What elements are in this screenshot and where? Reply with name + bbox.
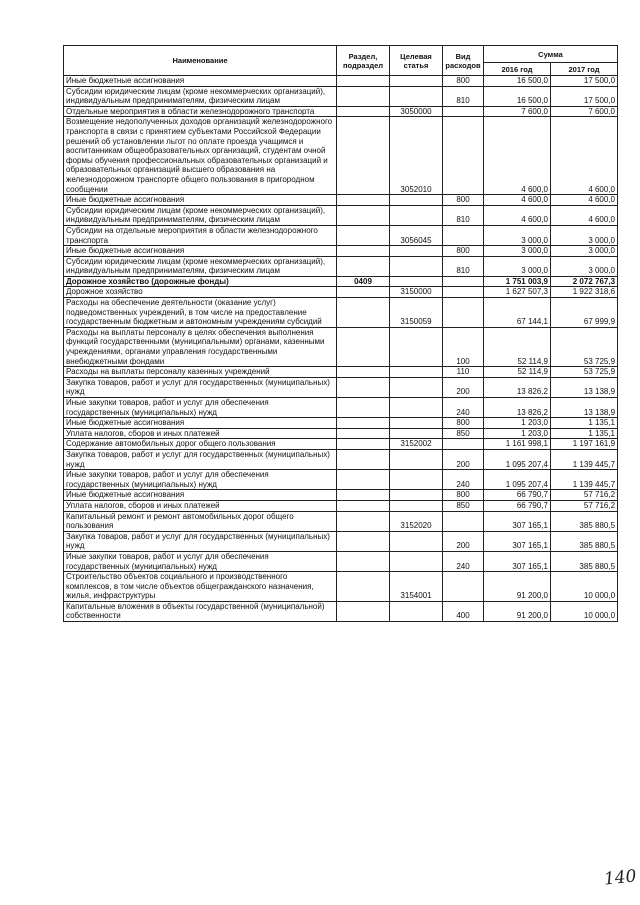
header-year-2016: 2016 год (484, 63, 551, 76)
row-expense-type: 850 (443, 428, 484, 439)
row-name: Иные бюджетные ассигнования (64, 76, 337, 87)
row-name: Дорожное хозяйство (дорожные фонды) (64, 276, 337, 287)
header-name: Наименование (64, 46, 337, 76)
row-article (390, 205, 443, 225)
row-sum-2016: 3 000,0 (484, 225, 551, 245)
row-expense-type: 810 (443, 205, 484, 225)
row-article (390, 76, 443, 87)
row-name: Субсидии юридическим лицам (кроме некоммерческих организаций), индивидуальным предпринимателям, физическим лицам (64, 256, 337, 276)
row-article (390, 470, 443, 490)
row-sum-2016: 13 826,2 (484, 377, 551, 397)
row-sum-2017: 3 000,0 (551, 225, 618, 245)
row-expense-type: 100 (443, 327, 484, 366)
table-row (64, 106, 618, 117)
row-sum-2017: 3 000,0 (551, 256, 618, 276)
table-row (64, 601, 618, 621)
row-section (337, 367, 390, 378)
table-row (64, 449, 618, 469)
row-section (337, 256, 390, 276)
row-name: Субсидии на отдельные мероприятия в области железнодорожного транспорта (64, 225, 337, 245)
row-article (390, 551, 443, 571)
row-sum-2017: 17 500,0 (551, 86, 618, 106)
row-name: Уплата налогов, сборов и иных платежей (64, 428, 337, 439)
row-sum-2016: 67 144,1 (484, 298, 551, 328)
row-article: 3056045 (390, 225, 443, 245)
row-expense-type: 810 (443, 256, 484, 276)
table-row (64, 225, 618, 245)
row-expense-type: 110 (443, 367, 484, 378)
row-sum-2017: 13 138,9 (551, 377, 618, 397)
row-expense-type: 800 (443, 76, 484, 87)
row-article (390, 449, 443, 469)
table-row (64, 377, 618, 397)
table-row (64, 287, 618, 298)
row-section (337, 439, 390, 450)
row-name: Капитальный ремонт и ремонт автомобильных дорог общего пользования (64, 511, 337, 531)
row-expense-type (443, 287, 484, 298)
page-number: 140 (603, 866, 638, 890)
row-sum-2016: 1 203,0 (484, 418, 551, 429)
row-article: 3050000 (390, 106, 443, 117)
row-expense-type (443, 106, 484, 117)
row-expense-type: 800 (443, 418, 484, 429)
row-name: Уплата налогов, сборов и иных платежей (64, 500, 337, 511)
row-section (337, 327, 390, 366)
row-section (337, 572, 390, 602)
row-sum-2016: 16 500,0 (484, 76, 551, 87)
row-name: Иные закупки товаров, работ и услуг для обеспечения государственных (муниципальных) нужд (64, 470, 337, 490)
row-section (337, 490, 390, 501)
row-article (390, 428, 443, 439)
row-sum-2017: 1 139 445,7 (551, 449, 618, 469)
row-section (337, 470, 390, 490)
row-name: Расходы на выплаты персоналу казенных учреждений (64, 367, 337, 378)
row-section (337, 106, 390, 117)
row-article (390, 377, 443, 397)
row-expense-type: 200 (443, 449, 484, 469)
table-row (64, 195, 618, 206)
row-section (337, 500, 390, 511)
row-sum-2016: 3 000,0 (484, 256, 551, 276)
header-expense-type: Вид расходов (443, 46, 484, 76)
row-expense-type (443, 298, 484, 328)
row-sum-2017: 385 880,5 (551, 531, 618, 551)
row-section (337, 531, 390, 551)
table-row (64, 531, 618, 551)
row-article: 3150000 (390, 287, 443, 298)
row-article (390, 418, 443, 429)
row-name: Субсидии юридическим лицам (кроме некоммерческих организаций), индивидуальным предпринимателям, физическим лицам (64, 86, 337, 106)
row-sum-2016: 3 000,0 (484, 246, 551, 257)
row-expense-type: 800 (443, 490, 484, 501)
row-expense-type: 200 (443, 531, 484, 551)
row-section (337, 449, 390, 469)
row-expense-type (443, 225, 484, 245)
row-name: Расходы на выплаты персоналу в целях обеспечения выполнения функций государственными (муниципальными) органами, казенными учреждениями, органами управления государственными внебюджетными фондами (64, 327, 337, 366)
table-row (64, 418, 618, 429)
row-sum-2017: 1 922 318,6 (551, 287, 618, 298)
row-article (390, 86, 443, 106)
row-name: Иные бюджетные ассигнования (64, 246, 337, 257)
row-sum-2016: 7 600,0 (484, 106, 551, 117)
row-section (337, 117, 390, 195)
row-name: Закупка товаров, работ и услуг для государственных (муниципальных) нужд (64, 531, 337, 551)
header-section: Раздел, подраздел (337, 46, 390, 76)
row-article: 3152002 (390, 439, 443, 450)
row-expense-type (443, 276, 484, 287)
row-section (337, 601, 390, 621)
row-sum-2017: 57 716,2 (551, 490, 618, 501)
row-name: Строительство объектов социального и производственного комплексов, в том числе объектов общегражданского назначения, жилья, инфраструктуры (64, 572, 337, 602)
row-sum-2016: 91 200,0 (484, 572, 551, 602)
row-expense-type: 800 (443, 195, 484, 206)
row-expense-type (443, 511, 484, 531)
row-section (337, 287, 390, 298)
row-section (337, 76, 390, 87)
row-article (390, 276, 443, 287)
row-article (390, 256, 443, 276)
table-row (64, 572, 618, 602)
row-sum-2016: 307 165,1 (484, 551, 551, 571)
row-section (337, 86, 390, 106)
row-sum-2017: 53 725,9 (551, 367, 618, 378)
row-expense-type (443, 117, 484, 195)
row-section: 0409 (337, 276, 390, 287)
row-article (390, 601, 443, 621)
row-section (337, 195, 390, 206)
row-sum-2016: 1 627 507,3 (484, 287, 551, 298)
row-sum-2016: 1 203,0 (484, 428, 551, 439)
row-expense-type: 240 (443, 551, 484, 571)
table-row (64, 205, 618, 225)
row-sum-2016: 66 790,7 (484, 500, 551, 511)
row-expense-type (443, 439, 484, 450)
row-sum-2016: 1 095 207,4 (484, 470, 551, 490)
row-section (337, 511, 390, 531)
row-name: Отдельные мероприятия в области железнодорожного транспорта (64, 106, 337, 117)
row-article (390, 246, 443, 257)
row-expense-type: 810 (443, 86, 484, 106)
row-section (337, 298, 390, 328)
row-sum-2016: 13 826,2 (484, 398, 551, 418)
row-name: Дорожное хозяйство (64, 287, 337, 298)
row-name: Содержание автомобильных дорог общего пользования (64, 439, 337, 450)
row-name: Иные бюджетные ассигнования (64, 195, 337, 206)
table-row (64, 551, 618, 571)
row-expense-type: 400 (443, 601, 484, 621)
row-sum-2017: 17 500,0 (551, 76, 618, 87)
row-article: 3052010 (390, 117, 443, 195)
row-sum-2017: 1 139 445,7 (551, 470, 618, 490)
row-name: Иные закупки товаров, работ и услуг для обеспечения государственных (муниципальных) нужд (64, 398, 337, 418)
row-article (390, 327, 443, 366)
header-year-2017: 2017 год (551, 63, 618, 76)
row-article: 3154001 (390, 572, 443, 602)
table-row (64, 490, 618, 501)
row-sum-2017: 10 000,0 (551, 601, 618, 621)
row-expense-type: 800 (443, 246, 484, 257)
table-row (64, 246, 618, 257)
table-header (64, 46, 618, 76)
row-name: Закупка товаров, работ и услуг для государственных (муниципальных) нужд (64, 449, 337, 469)
row-sum-2016: 4 600,0 (484, 195, 551, 206)
row-sum-2017: 385 880,5 (551, 551, 618, 571)
row-sum-2016: 4 600,0 (484, 117, 551, 195)
row-article (390, 367, 443, 378)
row-section (337, 377, 390, 397)
row-sum-2017: 13 138,9 (551, 398, 618, 418)
row-section (337, 418, 390, 429)
row-section (337, 205, 390, 225)
table-row (64, 76, 618, 87)
row-sum-2017: 4 600,0 (551, 195, 618, 206)
row-expense-type (443, 572, 484, 602)
row-article (390, 500, 443, 511)
row-section (337, 225, 390, 245)
budget-sheet (63, 45, 618, 622)
row-sum-2017: 2 072 767,3 (551, 276, 618, 287)
row-sum-2016: 4 600,0 (484, 205, 551, 225)
row-article: 3150059 (390, 298, 443, 328)
row-sum-2016: 1 751 003,9 (484, 276, 551, 287)
table-row (64, 327, 618, 366)
row-expense-type: 200 (443, 377, 484, 397)
row-name: Капитальные вложения в объекты государственной (муниципальной) собственности (64, 601, 337, 621)
table-row (64, 256, 618, 276)
table-row (64, 86, 618, 106)
row-sum-2017: 1 197 161,9 (551, 439, 618, 450)
row-name: Возмещение недополученных доходов организаций железнодорожного транспорта в связи с принятием субъектами Российской Федерации решений об установлении льгот по оплате проезда учащимся и воспитанникам общеобразовательных организаций, студентам очной формы обучения профессиональных образовательных организаций и образовательных организаций высшего образования на железнодорожном транспорте общего пользования в пригородном сообщении (64, 117, 337, 195)
row-name: Субсидии юридическим лицам (кроме некоммерческих организаций), индивидуальным предпринимателям, физическим лицам (64, 205, 337, 225)
table-row (64, 511, 618, 531)
table-row (64, 298, 618, 328)
row-expense-type: 850 (443, 500, 484, 511)
table-row (64, 276, 618, 287)
row-sum-2016: 1 161 998,1 (484, 439, 551, 450)
row-name: Иные закупки товаров, работ и услуг для обеспечения государственных (муниципальных) нужд (64, 551, 337, 571)
row-sum-2017: 385 880,5 (551, 511, 618, 531)
row-sum-2017: 4 600,0 (551, 205, 618, 225)
table-row (64, 117, 618, 195)
row-section (337, 398, 390, 418)
row-sum-2016: 52 114,9 (484, 367, 551, 378)
row-expense-type: 240 (443, 470, 484, 490)
row-sum-2017: 1 135,1 (551, 418, 618, 429)
row-sum-2017: 1 135,1 (551, 428, 618, 439)
header-article: Целевая статья (390, 46, 443, 76)
table-row (64, 398, 618, 418)
row-name: Иные бюджетные ассигнования (64, 418, 337, 429)
row-name: Закупка товаров, работ и услуг для государственных (муниципальных) нужд (64, 377, 337, 397)
table-row (64, 470, 618, 490)
row-sum-2017: 57 716,2 (551, 500, 618, 511)
row-name: Иные бюджетные ассигнования (64, 490, 337, 501)
row-sum-2016: 1 095 207,4 (484, 449, 551, 469)
row-sum-2017: 3 000,0 (551, 246, 618, 257)
header-sum: Сумма (484, 46, 618, 63)
row-section (337, 246, 390, 257)
row-sum-2017: 4 600,0 (551, 117, 618, 195)
table-row (64, 500, 618, 511)
table-body (64, 76, 618, 622)
row-expense-type: 240 (443, 398, 484, 418)
table-row (64, 428, 618, 439)
row-sum-2017: 7 600,0 (551, 106, 618, 117)
row-section (337, 428, 390, 439)
row-article (390, 195, 443, 206)
row-sum-2016: 307 165,1 (484, 531, 551, 551)
row-sum-2016: 307 165,1 (484, 511, 551, 531)
table-row (64, 439, 618, 450)
row-article (390, 490, 443, 501)
table-row (64, 367, 618, 378)
row-sum-2016: 52 114,9 (484, 327, 551, 366)
row-sum-2017: 53 725,9 (551, 327, 618, 366)
row-sum-2016: 91 200,0 (484, 601, 551, 621)
row-section (337, 551, 390, 571)
row-sum-2017: 67 999,9 (551, 298, 618, 328)
row-sum-2016: 16 500,0 (484, 86, 551, 106)
budget-table (63, 45, 618, 622)
row-name: Расходы на обеспечение деятельности (оказание услуг) подведомственных учреждений, в том числе на предоставление государственным бюджетным и автономным учреждениям субсидий (64, 298, 337, 328)
row-article (390, 398, 443, 418)
row-article (390, 531, 443, 551)
row-article: 3152020 (390, 511, 443, 531)
row-sum-2017: 10 000,0 (551, 572, 618, 602)
row-sum-2016: 66 790,7 (484, 490, 551, 501)
